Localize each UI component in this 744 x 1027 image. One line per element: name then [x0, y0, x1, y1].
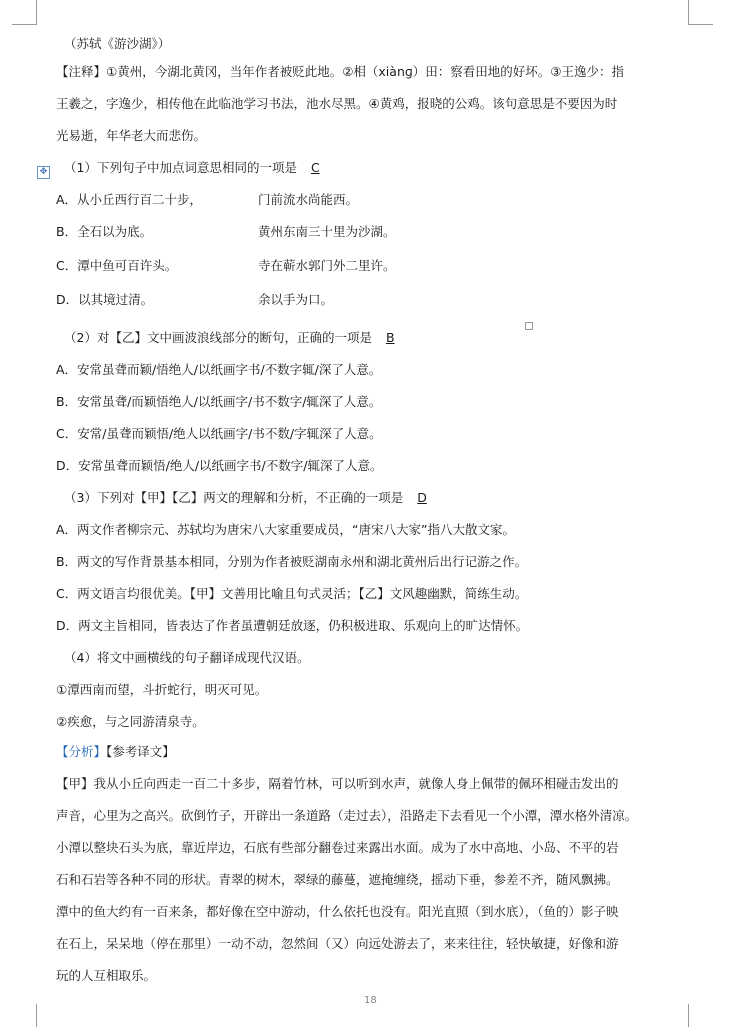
q4-item: ①潭西南而望，斗折蛇行，明灭可见。 — [56, 682, 268, 697]
page-number: 18 — [364, 995, 377, 1006]
crop-mark-top-left-v — [36, 0, 37, 24]
q2-stem-text: （2）对【乙】文中画波浪线部分的断句，正确的一项是 — [64, 330, 372, 345]
analysis-heading — [56, 744, 175, 760]
q1-option-b-left: B．全石以为底。 — [56, 224, 153, 239]
q1-option-c-right: 寺在蕲水郭门外二里许。 — [258, 258, 396, 273]
q1-answer: C — [310, 160, 320, 175]
q3-option: B．两文的写作背景基本相同，分别为作者被贬湖南永州和湖北黄州后出行记游之作。 — [56, 554, 528, 569]
translation-line: 石和石岩等各种不同的形状。青翠的树木，翠绿的藤蔓，遮掩缠绕，摇动下垂，参差不齐，随风飘拂。 — [56, 872, 619, 887]
q2-stem — [64, 330, 405, 346]
source-line: （苏轼《游沙湖》） — [64, 36, 171, 51]
q1-stem-text: （1）下列句子中加点词意思相同的一项是 — [64, 160, 297, 175]
q1-option-b-right: 黄州东南三十里为沙湖。 — [258, 224, 396, 239]
crop-mark-top-right-v — [688, 0, 689, 24]
translation-line: 【甲】我从小丘向西走一百二十多步，隔着竹林，可以听到水声，就像人身上佩带的佩环相碰击发出的 — [56, 776, 619, 791]
crop-mark-bottom-right-v — [688, 1004, 689, 1027]
translation-line: 在石上，呆呆地（停在那里）一动不动，忽然间（又）向远处游去了，来来往往，轻快敏捷，好像和游 — [56, 936, 619, 951]
q3-option: C．两文语言均很优美。【甲】文善用比喻且句式灵活；【乙】文风趣幽默，简练生动。 — [56, 586, 528, 601]
anchor-box — [525, 322, 533, 330]
q2-option: C．安常/虽聋而颖悟/绝人以纸画字/书不数/字辄深了人意。 — [56, 426, 382, 441]
q3-stem-text: （3）下列对【甲】【乙】两文的理解和分析，不正确的一项是 — [64, 490, 404, 505]
translation-line: 玩的人互相取乐。 — [56, 968, 157, 983]
notes-line: 【注释】①黄州，今湖北黄冈，当年作者被贬此地。②相（xiànɡ）田：察看田地的好坏。③王逸少：指 — [56, 64, 625, 79]
translation-line: 潭中的鱼大约有一百来条，都好像在空中游动，什么依托也没有。阳光直照（到水底），（鱼的）影子映 — [56, 904, 619, 919]
notes-line: 光易逝，年华老大而悲伤。 — [56, 128, 207, 143]
crop-mark-bottom-left-v — [36, 1004, 37, 1027]
q2-option: B．安常虽聋/而颖悟绝人/以纸画字/书不数字/辄深了人意。 — [56, 394, 382, 409]
q2-answer: B — [385, 330, 395, 345]
notes-line: 王羲之，字逸少，相传他在此临池学习书法，池水尽黑。④黄鸡，报晓的公鸡。该句意思是不要因为时 — [56, 96, 618, 111]
q1-option-d-left: D．以其境过清。 — [56, 292, 154, 307]
translation-title: 【参考译文】 — [106, 744, 175, 759]
q4-stem: （4）将文中画横线的句子翻译成现代汉语。 — [64, 650, 310, 665]
q2-option: D．安常虽聋而颖悟/绝人/以纸画字书/不数字/辄深了人意。 — [56, 458, 383, 473]
q1-option-a-left: A．从小丘西行百二十步， — [56, 192, 203, 207]
q3-answer: D — [417, 490, 427, 505]
translation-line: 小潭以整块石头为底，靠近岸边，石底有些部分翻卷过来露出水面。成为了水中高地、小岛、不平的岩 — [56, 840, 619, 855]
q3-option: A．两文作者柳宗元、苏轼均为唐宋八大家重要成员，“唐宋八大家”指八大散文家。 — [56, 522, 516, 537]
q1-option-c-left: C．潭中鱼可百许头。 — [56, 258, 178, 273]
q4-item: ②疾愈，与之同游清泉寺。 — [56, 714, 205, 729]
q1-option-a-right: 门前流水尚能西。 — [258, 192, 359, 207]
translation-line: 声音，心里为之高兴。砍倒竹子，开辟出一条道路（走过去），沿路走下去看见一个小潭，潭水格外清凉。 — [56, 808, 638, 823]
q3-stem — [64, 490, 437, 506]
q1-stem — [64, 160, 330, 176]
q3-option: D．两文主旨相同，皆表达了作者虽遭朝廷放逐，仍积极进取、乐观向上的旷达情怀。 — [56, 618, 529, 633]
q1-option-d-right: 余以手为口。 — [258, 292, 334, 307]
analysis-label: 【分析】 — [56, 744, 107, 759]
crop-mark-top-left-h — [12, 24, 37, 25]
q2-option: A．安常虽聋而颖/悟绝人/以纸画字书/不数字辄/深了人意。 — [56, 362, 382, 377]
crop-mark-top-right-h — [688, 24, 713, 25]
move-handle-icon[interactable]: ✥ — [37, 166, 50, 179]
